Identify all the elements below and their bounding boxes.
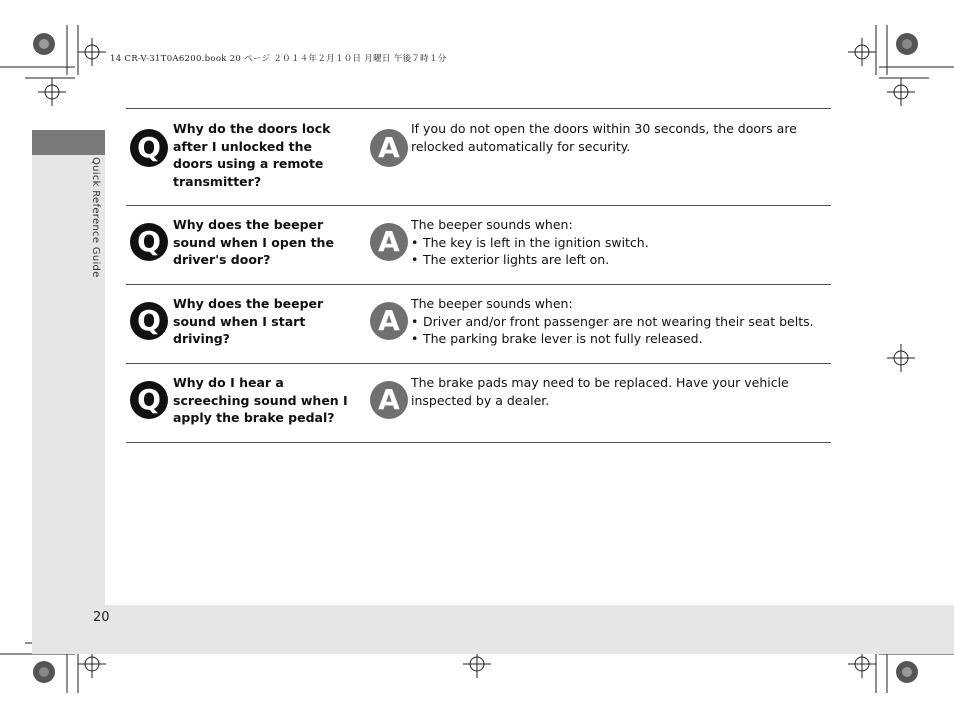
sidebar-tab [32,130,105,155]
question-text: Why does the beeper sound when I start driving? [173,296,324,346]
bullet-item: • The key is left in the ignition switch. [411,234,831,252]
sidebar-label: Quick Reference Guide [90,157,101,278]
question-text: Why does the beeper sound when I open the driver's door? [173,217,334,267]
question-badge: Q [130,381,168,419]
answer-text [411,374,831,409]
answer-badge: A [370,129,408,167]
bullet-item: • Driver and/or front passenger are not wearing their seat belts. [411,313,831,331]
bullet-item: • The parking brake lever is not fully released. [411,330,831,348]
faq-row [126,205,831,284]
answer-badge: A [370,302,408,340]
answer-intro: The beeper sounds when: [411,296,573,311]
footer-band [32,605,954,654]
answer-intro: The brake pads may need to be replaced. Have your vehicle inspected by a dealer. [411,375,789,408]
question-badge: Q [130,223,168,261]
faq-row [126,284,831,363]
answer-intro: If you do not open the doors within 30 seconds, the doors are relocked automatically for security. [411,121,797,154]
question-badge: Q [130,302,168,340]
question-text: Why do the doors lock after I unlocked the doors using a remote transmitter? [173,121,331,189]
question-text: Why do I hear a screeching sound when I apply the brake pedal? [173,375,348,425]
answer-text [411,216,831,269]
answer-badge: A [370,223,408,261]
answer-text [411,295,831,348]
print-header: 14 CR-V-31T0A6200.book 20 ページ ２０１４年２月１０日 月曜日 午後７時１分 [110,54,447,64]
answer-intro: The beeper sounds when: [411,217,573,232]
answer-text [411,120,831,155]
question-badge: Q [130,129,168,167]
faq-row [126,108,831,205]
page-number: 20 [93,610,110,625]
faq-table [126,108,831,443]
faq-row [126,363,831,443]
answer-bullets [411,234,831,269]
bullet-item: • The exterior lights are left on. [411,251,831,269]
answer-bullets [411,313,831,348]
answer-badge: A [370,381,408,419]
